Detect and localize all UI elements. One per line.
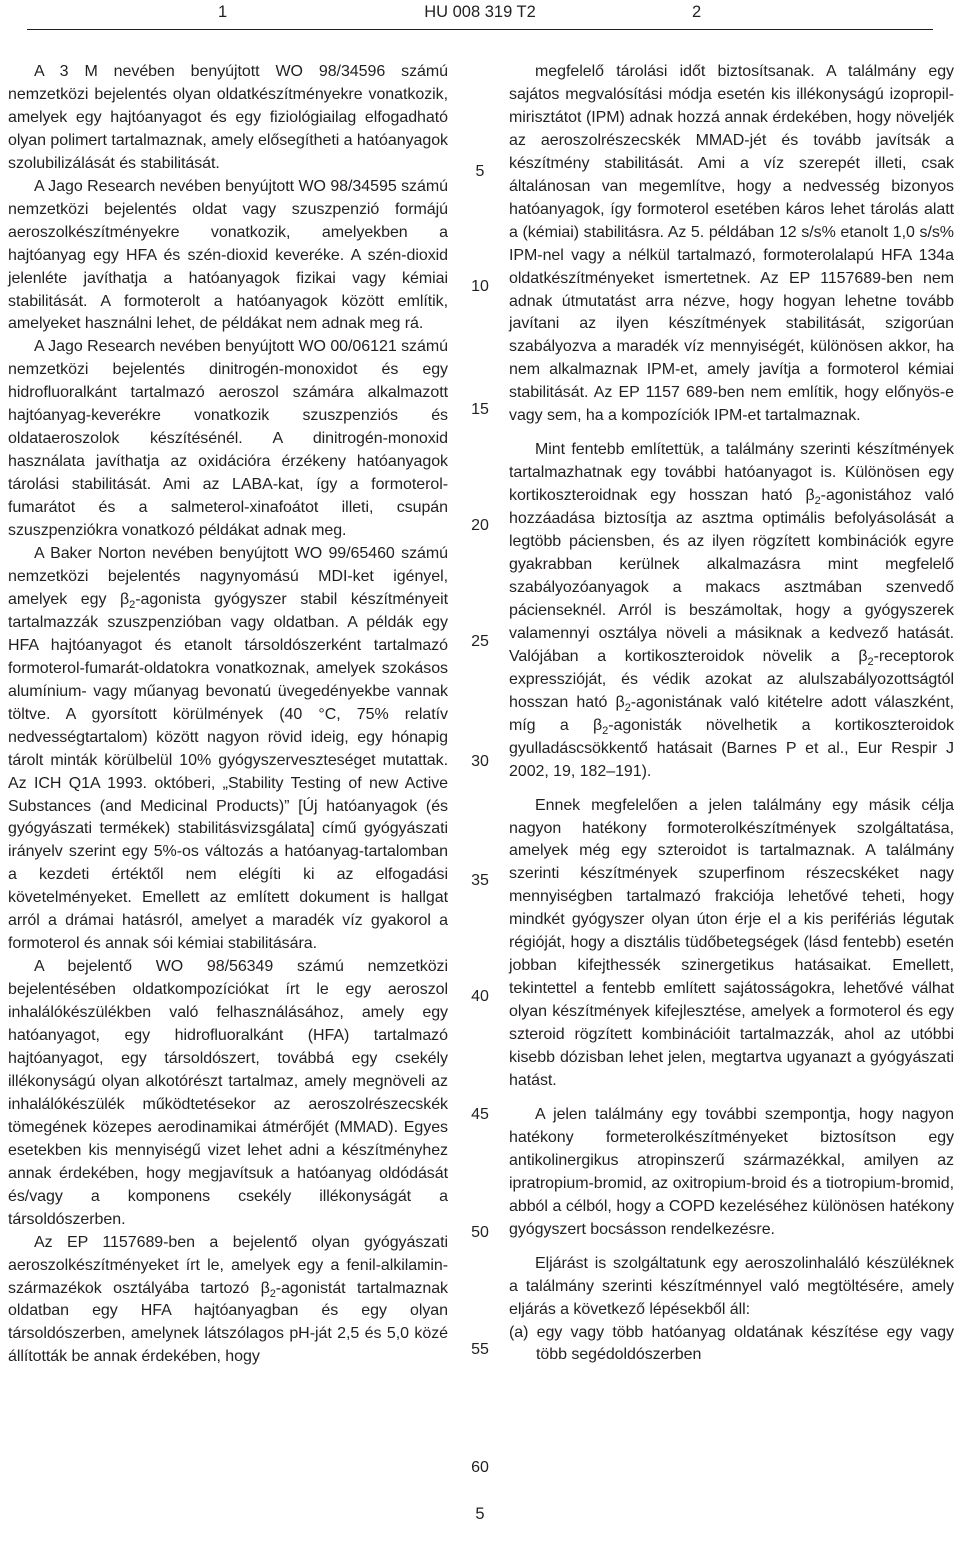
paragraph: A 3 M nevében benyújtott WO 98/34596 számú nemzetközi bejelentés olyan oldatkészítményekre vonatkozik, amelyek egy hajtóanyagot és egy fiziológiailag elfogadható olyan polimert tartalmaznak, amely elősegítheti a hatóanyagok szolubilizálását és stabilitását. (8, 63, 448, 172)
list-item: (a) egy vagy több hatóanyag oldatának készítése egy vagy több segédoldószerben (509, 1323, 954, 1364)
line-number: 25 (471, 633, 489, 650)
paragraph: A bejelentő WO 98/56349 számú nemzetközi bejelentésében oldatkompozíciókat írt le egy aeroszol inhalálókészülékben való felhasználásához, amely egy hatóanyagot, egy hidrofluoralkánt (HFA) tartalmazó hajtóanyagot, egy társoldószert, továbbá egy csekély illékonyságú olyan alkotórészt tartalmaz, amely megnöveli az inhalálókészülék működtetésekor az aeroszolrészecskék tömegének közepes aerodinamikai átmérőjét (MMAD). Egyes esetekben kis mennyiségű vizet lehet adni a készítményhez annak érdekében, hogy megjavítsuk a hatóanyag oldódását és/vagy a komponens csekély illékonyságát a társoldószerben. (8, 958, 448, 1228)
line-number: 50 (471, 1224, 489, 1241)
line-number: 55 (471, 1341, 489, 1358)
paragraph: A Baker Norton nevében benyújtott WO 99/65460 számú nemzetközi bejelentés nagynyomású MDI-ket igényel, amelyek egy $\beta_2$-agonista gyógyszer stabil készítményeit tartalmazzák szuszpenzióban vagy oldatban. A példák egy HFA hajtóanyagot és etanolt társoldószerként tartalmazó formoterol-fumarát-oldatokra vonatkoznak, amelyek szokásos alumínium- vagy műanyag bevonatú üvegedényekbe vannak töltve. A gyorsított körülmények (40 °C, 75% relatív nedvességtartalom) között nagyon rövid ideig, egy hónapig tárolt minták körülbelül 10% gyógyszerveszteséget mutattak. Az ICH Q1A 1993. októberi, „Stability Testing of new Active Substances (and Medicinal Products)” [Új hatóanyagok (és gyógyászati termékek) stabilitásvizsgálata] című gyógyászati irányelv szerint egy 5%-os változás a hatóanyag-tartalomban a kezdeti értéktől nem elégíti ki az elfogadási követelményeket. Emellett az említett dokument is hallgat arról a drámai hatásról, amelyet a maradék víz gyakorol a formoterol és annak sói kémiai stabilitására. (8, 545, 448, 953)
line-number: 35 (471, 872, 489, 889)
paragraph: A Jago Research nevében benyújtott WO 00/06121 számú nemzetközi bejelentés dinitrogén-monoxidot és egy hidrofluoralkánt tartalmazó aeroszol számára alkalmazott hajtóanyag-keverékre vonatkozik szuszpenziós és oldataeroszolok készítésénél. A dinitrogén-monoxid használata javíthatja az oxidációra érzékeny hatóanyagok tárolási stabilitását. Ami az LABA-kat, így a formoterol-fumarátot és a salmeterol-xinafoátot illeti, csupán szuszpenziókra vonatkozó példákat adnak meg. (8, 338, 448, 540)
paragraph: A Jago Research nevében benyújtott WO 98/34595 számú nemzetközi bejelentés oldat vagy szuszpenzió formájú aeroszolkészítményekre vonatkozik, amelyekben a hajtóanyag egy HFA és szén-dioxid keveréke. A szén-dioxid jelenléte javíthatja a hatóanyagok fizikai vagy kémiai stabilitását. A formoterolt a hatóanyagok között említik, amelyeket használni lehet, de példákat nem adnak meg rá. (8, 177, 448, 333)
paragraph: A jelen találmány egy további szempontja, hogy nagyon hatékony formeterolkészítményeket biztosítson egy antikolinergikus atropinszerű származékkal, amilyen az ipratropium-bromid, az oxitropium-broid és a tiotropium-bromid, abból a célból, hogy a COPD kezeléséhez különösen hatékony gyógyszert bocsásson rendelkezésre. (509, 1105, 954, 1238)
right-column (509, 61, 954, 1367)
left-page-number: 1 (218, 3, 228, 21)
line-number: 5 (475, 163, 485, 180)
left-column (8, 61, 448, 1369)
line-number: 20 (471, 517, 489, 534)
paragraph: Mint fentebb említettük, a találmány szerinti készítmények tartalmazhatnak egy további hatóanyagot is. Különösen egy kortikoszteroidnak egy hosszan ható $\beta_2$-agonistához való hozzáadása biztosítja az asztma optimális befolyásolását a legtöbb páciensben, és az ilyen rögzített kombinációk egyre gyakrabban kerülnek alkalmazásra mint megfelelő szabályozóanyagok a makacs asztmában szenvedő pácienseknél. Arról is beszámoltak, hogy a gyógyszerek valamennyi osztálya növeli a másiknak a kedvező hatását. Valójában a kortikoszteroidok növelik a $\beta_2$-receptorok expresszióját, és védik azokat az alulszabályozottságtól hosszan ható $\beta_2$-agonistának való kitételre adott válaszként, míg a $\beta_2$-agonisták növelhetik a kortikoszteroidok gyulladáscsökkentő hatásait (Barnes P et al., Eur Respir J 2002, 19, 182–191). (509, 441, 954, 780)
line-number: 15 (471, 401, 489, 418)
paragraph: megfelelő tárolási időt biztosítsanak. A találmány egy sajátos megvalósítási módja esetén kis illékonyságú izopropil-mirisztátot (IPM) adnak hozzá annak érdekében, hogy növeljék az aeroszolrészecskék MMAD-jét és tovább javítsák a készítmény stabilitását. Ami a víz szerepét illeti, csak általánosan van megemlítve, hogy a nedvesség bizonyos hatóanyagok, így formoterol esetében káros lehet tárolás alatt a (kémiai) stabilitásra. Az 5. példában 12 s/s% etanolt 1,0 s/s% IPM-nel vagy a nélkül tartalmazó, formoterolalapú HFA 134a oldatkészítményeket ismertetnek. Az EP 1157689-ben nem adnak útmutatást arra nézve, hogy hogyan lehetne tovább javítani az ilyen készítmények stabilitását, szigorúan szabályozva a maradék víz mennyiségét, különösen akkor, ha nem alkalmaznak IPM-et, amely javítja a formoterol kémiai stabilitását. Az EP 1157 689-ben nem említik, hogy előnyös-e vagy sem, ha a kompozíciók IPM-et tartalmaznak. (509, 63, 954, 425)
line-number: 30 (471, 753, 489, 770)
line-number: 60 (471, 1459, 489, 1476)
line-number: 10 (471, 278, 489, 295)
header-rule (27, 29, 933, 30)
paragraph: Eljárást is szolgáltatunk egy aeroszolinhaláló készüléknek a találmány szerinti készítménnyel való megtöltésére, amely eljárás a következő lépésekből áll: (509, 1254, 954, 1318)
paragraph: Ennek megfelelően a jelen találmány egy másik célja nagyon hatékony formoterolkészítmények szolgáltatása, amelyek még egy szteroidot is tartalmaznak. A találmány szerinti készítmények szuperfinom részecskéket nagy mennyiségben tartalmazó frakciója lehetővé teheti, hogy mindkét gyógyszer olyan úton érje el a kis perifériás légutak régióját, hogy a disztális tüdőbetegségek (lásd fentebb) esetén jobban kifejthessék szinergetikus hatásaikat. Emellett, tekintettel a fentebb említett sajátosságokra, lehetővé válhat olyan készítmények kifejlesztése, amelyek a formoterol és egy szteroid rögzített kombinációit tartalmazzák, ahol az utóbbi kisebb dózisban lehet jelen, megtartva ugyanazt a gyógyászati hatást. (509, 796, 954, 1089)
page-header (0, 0, 960, 40)
right-page-number: 2 (692, 3, 702, 21)
line-number: 45 (471, 1106, 489, 1123)
page-footer-number: 5 (475, 1505, 485, 1523)
document-id: HU 008 319 T2 (424, 3, 536, 21)
paragraph: Az EP 1157689-ben a bejelentő olyan gyógyászati aeroszolkészítményeket írt le, amelyek egy a fenil-alkilamin-származékok osztályába tartozó $\beta_2$-agonistát tartalmaznak oldatban egy HFA hajtóanyagban és egy olyan társoldószerben, amelynek látszólagos pH-ját 2,5 és 5,0 közé állították be annak érdekében, hogy (8, 1233, 448, 1366)
line-number: 40 (471, 988, 489, 1005)
